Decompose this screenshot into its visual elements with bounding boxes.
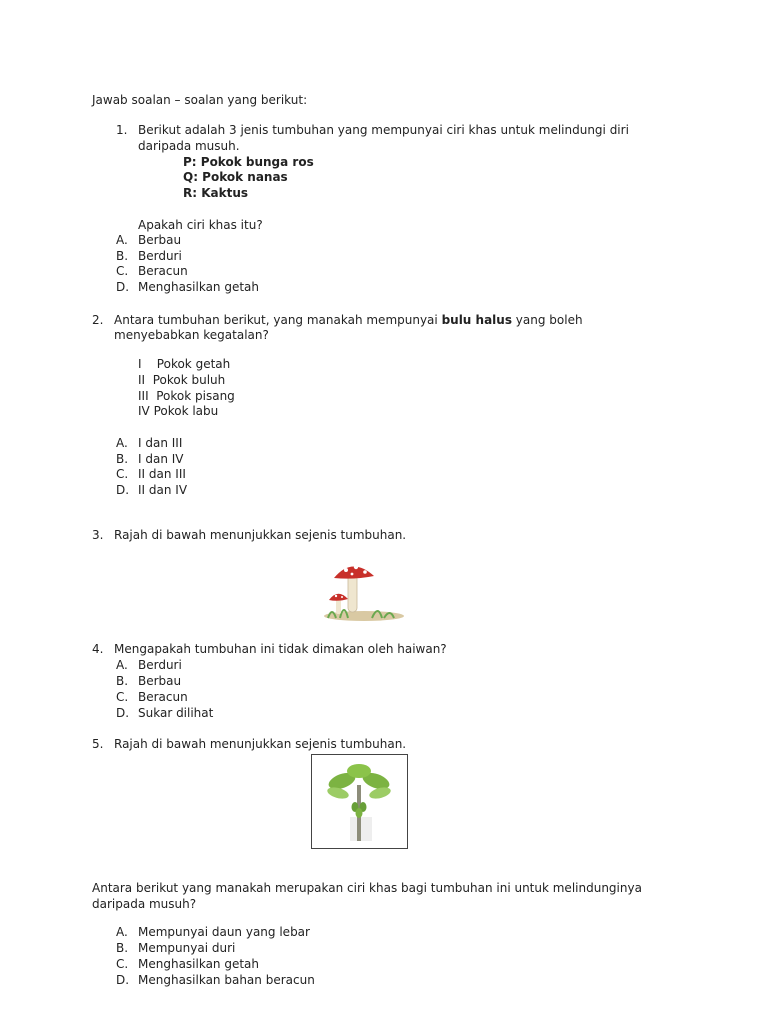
option-letter: B.	[116, 452, 129, 466]
cap-spot	[354, 565, 358, 569]
question-text: daripada musuh.	[138, 139, 240, 153]
plant-item-q: Q: Pokok nanas	[183, 170, 288, 184]
option-letter: C.	[116, 957, 129, 971]
cap-spot	[344, 568, 348, 572]
roman-item: I Pokok getah	[138, 357, 231, 371]
option-text: Mempunyai daun yang lebar	[138, 925, 310, 939]
option-letter: D.	[116, 280, 130, 294]
papaya-tree-illustration	[312, 755, 407, 848]
option-text: I dan IV	[138, 452, 184, 466]
question-text-part: yang boleh	[511, 313, 583, 327]
option-letter: D.	[116, 973, 130, 987]
roman-item: IV Pokok labu	[138, 404, 219, 418]
option-letter: A.	[116, 925, 128, 939]
papaya-fruit	[356, 808, 363, 818]
question-text: Antara berikut yang manakah merupakan ciri khas bagi tumbuhan ini untuk melindunginya	[92, 881, 642, 895]
option-letter: C.	[116, 467, 129, 481]
option-letter: A.	[116, 436, 128, 450]
option-letter: A.	[116, 233, 128, 247]
option-text: Beracun	[138, 264, 188, 278]
small-mushroom-cap	[329, 594, 348, 601]
question-text: Mengapakah tumbuhan ini tidak dimakan oleh haiwan?	[114, 642, 447, 656]
option-text: I dan III	[138, 436, 183, 450]
papaya-leaf	[347, 764, 371, 778]
option-text: Menghasilkan bahan beracun	[138, 973, 315, 987]
question-number: 2.	[92, 313, 104, 327]
roman-item: II Pokok buluh	[138, 373, 226, 387]
option-text: Mempunyai duri	[138, 941, 236, 955]
question-number: 4.	[92, 642, 104, 656]
option-letter: A.	[116, 658, 128, 672]
question-text: daripada musuh?	[92, 897, 197, 911]
question-number: 1.	[116, 123, 128, 137]
option-letter: B.	[116, 941, 129, 955]
cap-spot	[351, 573, 354, 576]
question-text-part: Antara tumbuhan berikut, yang manakah mempunyai	[114, 313, 442, 327]
option-text: Sukar dilihat	[138, 706, 214, 720]
option-letter: D.	[116, 483, 130, 497]
option-text: Menghasilkan getah	[138, 957, 260, 971]
option-text: Berbau	[138, 233, 182, 247]
question-number: 5.	[92, 737, 104, 751]
option-text: Berduri	[138, 658, 182, 672]
option-text: Beracun	[138, 690, 188, 704]
option-text: II dan III	[138, 467, 186, 481]
roman-item: III Pokok pisang	[138, 389, 235, 403]
question-text-bold: bulu halus	[441, 313, 512, 327]
figure-frame	[311, 754, 408, 849]
cap-spot	[335, 595, 337, 597]
mushroom-stem	[348, 574, 357, 612]
option-letter: D.	[116, 706, 130, 720]
question-text: Berikut adalah 3 jenis tumbuhan yang mempunyai ciri khas untuk melindungi diri	[138, 123, 629, 137]
option-letter: B.	[116, 249, 129, 263]
question-prompt: Apakah ciri khas itu?	[138, 218, 263, 232]
question-text: menyebabkan kegatalan?	[114, 328, 269, 342]
plant-item-r: R: Kaktus	[183, 186, 249, 200]
question-number: 3.	[92, 528, 104, 542]
option-text: Berduri	[138, 249, 182, 263]
plant-item-p: P: Pokok bunga ros	[183, 155, 314, 169]
cap-spot	[341, 596, 343, 598]
question-text	[114, 312, 583, 328]
mushroom-cap	[334, 566, 374, 578]
cap-spot	[363, 570, 367, 574]
option-text: Berbau	[138, 674, 182, 688]
mushroom-illustration	[318, 558, 406, 624]
question-text: Rajah di bawah menunjukkan sejenis tumbuhan.	[114, 528, 407, 542]
question-text: Rajah di bawah menunjukkan sejenis tumbuhan.	[114, 737, 407, 751]
option-text: II dan IV	[138, 483, 188, 497]
option-letter: B.	[116, 674, 129, 688]
option-letter: C.	[116, 264, 129, 278]
option-letter: C.	[116, 690, 129, 704]
option-text: Menghasilkan getah	[138, 280, 260, 294]
instruction-text: Jawab soalan – soalan yang berikut:	[92, 93, 308, 107]
